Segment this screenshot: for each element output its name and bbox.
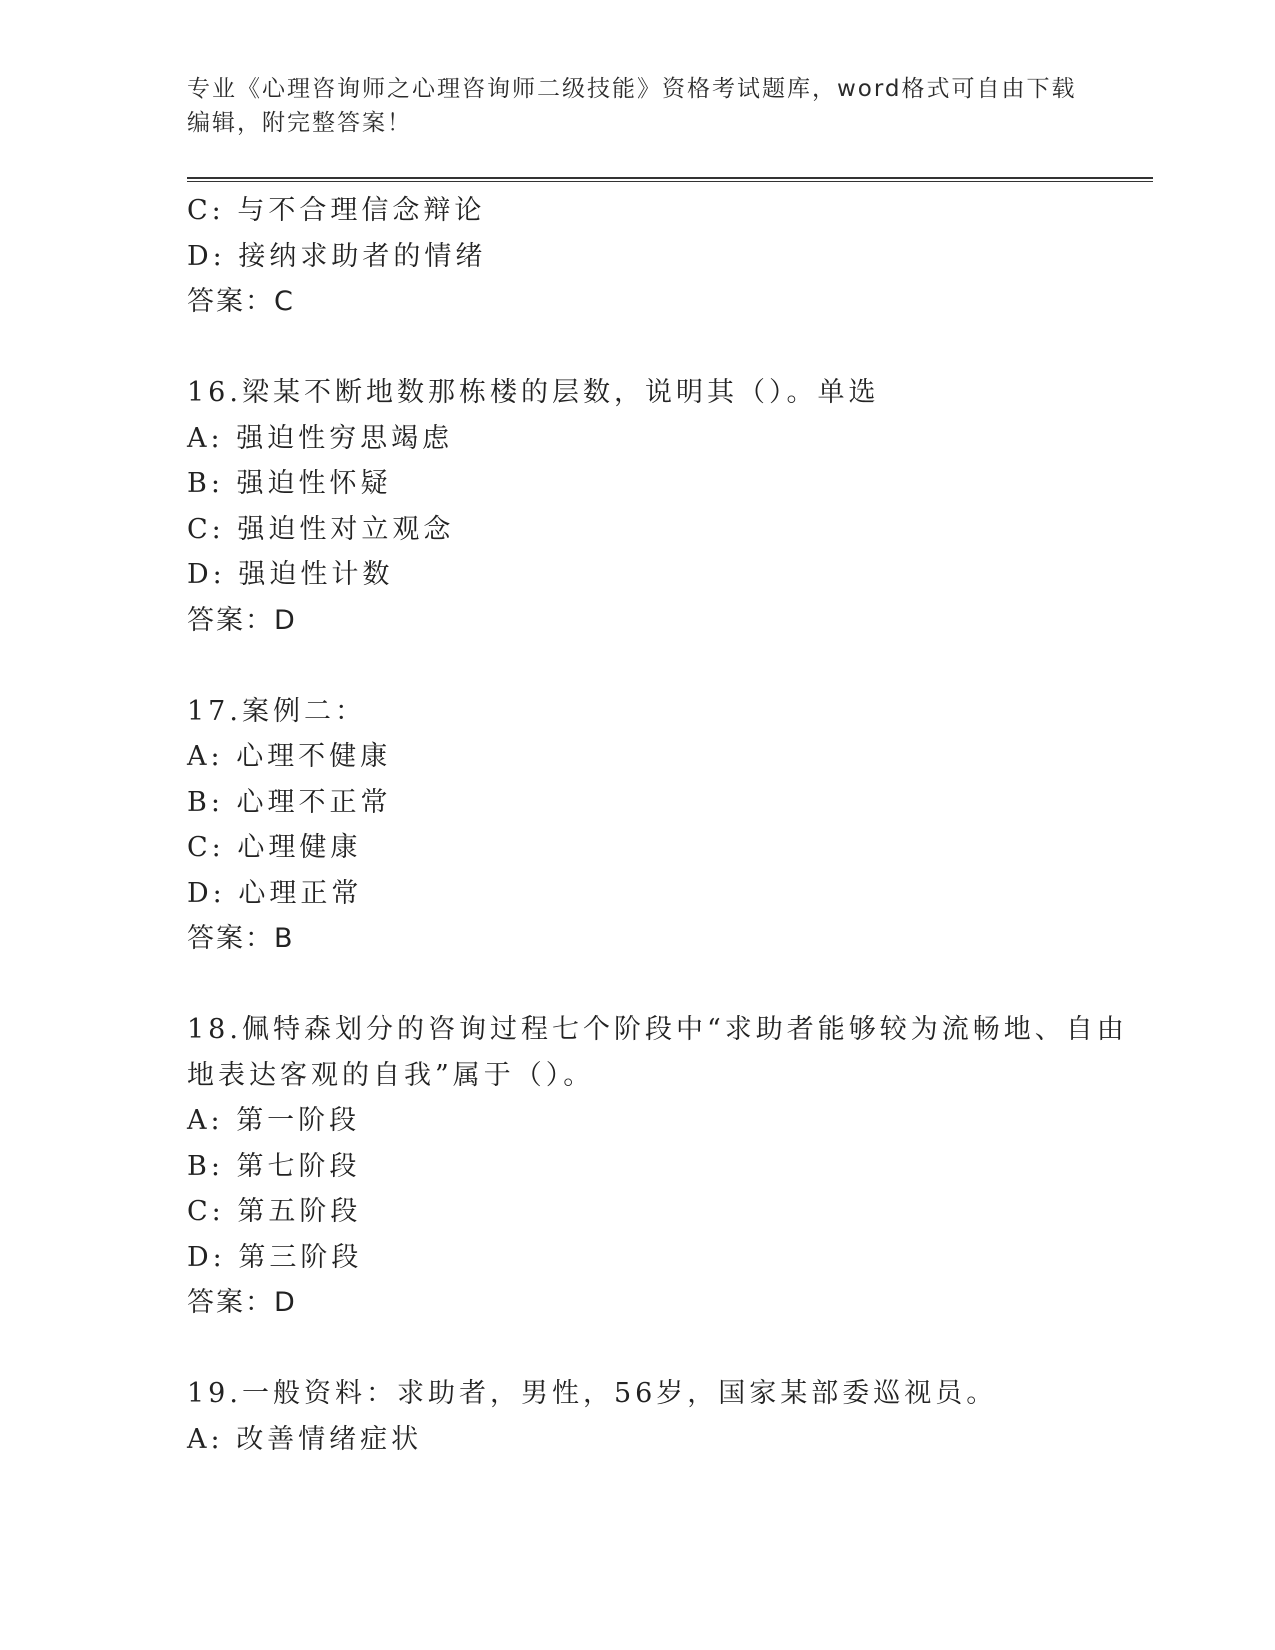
header-divider (187, 177, 1153, 182)
question-text: 梁某不断地数那栋楼的层数，说明其（）。单选 (241, 377, 880, 408)
option-label: A (187, 422, 211, 454)
option-label: B (187, 786, 211, 818)
option-label: B (187, 468, 211, 499)
question-stem (187, 370, 1087, 416)
option-line: B: 心理不正常 (187, 786, 392, 818)
question-number: 19. (187, 1378, 242, 1409)
option-text: 第一阶段 (236, 1105, 361, 1136)
option-label: B (187, 1150, 211, 1182)
header-line-2: 编辑，附完整答案！ (187, 110, 412, 136)
option-label: D (187, 559, 213, 590)
option-text: 第七阶段 (236, 1150, 361, 1182)
option-line: D: 强迫性计数 (187, 559, 394, 590)
question-stem-continued: 地表达客观的自我”属于（）。 (187, 1059, 595, 1091)
option-line: B: 第七阶段 (187, 1150, 361, 1182)
option-label: D (187, 1241, 213, 1273)
option-label: C (187, 513, 212, 545)
option-label: C (187, 195, 212, 226)
answer-line: 答案：D (187, 604, 297, 636)
option-text: 第五阶段 (237, 1196, 362, 1227)
document-header (187, 72, 1087, 140)
option-text: 强迫性穷思竭虑 (236, 422, 454, 454)
option-line: D: 心理正常 (187, 877, 363, 909)
question-text: 佩特森划分的咨询过程七个阶段中“求助者能够较为流畅地、自由 (241, 1014, 1128, 1045)
option-label: A (187, 1423, 211, 1455)
question-number: 16. (187, 377, 242, 408)
question-text: 一般资料：求助者，男性，56岁，国家某部委巡视员。 (241, 1378, 998, 1409)
option-line: A: 改善情绪症状 (187, 1423, 423, 1455)
option-label: A (187, 1105, 211, 1136)
option-line: B: 强迫性怀疑 (187, 468, 392, 499)
option-label: D (187, 877, 213, 909)
option-line: A: 强迫性穷思竭虑 (187, 422, 454, 454)
answer-line: 答案：D (187, 1287, 297, 1318)
option-text: 心理不正常 (236, 786, 392, 818)
question-content (187, 188, 1128, 1462)
option-line: D: 第三阶段 (187, 1241, 363, 1273)
option-text: 接纳求助者的情绪 (238, 240, 487, 272)
option-line: A: 心理不健康 (187, 741, 392, 772)
option-label: A (187, 741, 211, 772)
question-stem (187, 1371, 1087, 1417)
answer-line: 答案：B (187, 923, 295, 954)
option-text: 心理健康 (237, 832, 362, 863)
question-number: 17. (187, 695, 242, 727)
question-stem (187, 689, 1087, 735)
option-text: 心理正常 (238, 877, 363, 909)
option-label: C (187, 1196, 212, 1227)
option-label: D (187, 240, 213, 272)
option-text: 改善情绪症状 (236, 1423, 423, 1455)
option-line: C: 强迫性对立观念 (187, 513, 455, 545)
question-stem (187, 1007, 1128, 1053)
option-text: 与不合理信念辩论 (237, 195, 486, 226)
option-line: C: 第五阶段 (187, 1196, 362, 1227)
option-line: C: 心理健康 (187, 832, 362, 863)
option-text: 心理不健康 (236, 741, 392, 772)
answer-line: 答案：C (187, 286, 295, 317)
option-line: C: 与不合理信念辩论 (187, 195, 486, 226)
option-text: 强迫性计数 (238, 559, 394, 590)
header-line-1: 专业《心理咨询师之心理咨询师二级技能》资格考试题库，word格式可自由下载 (187, 76, 1077, 102)
question-number: 18. (187, 1014, 242, 1045)
option-line: A: 第一阶段 (187, 1105, 361, 1136)
option-text: 强迫性对立观念 (237, 513, 455, 545)
option-line: D: 接纳求助者的情绪 (187, 240, 487, 272)
option-label: C (187, 832, 212, 863)
option-text: 强迫性怀疑 (236, 468, 392, 499)
option-text: 第三阶段 (238, 1241, 363, 1273)
question-text: 案例二： (241, 695, 366, 727)
